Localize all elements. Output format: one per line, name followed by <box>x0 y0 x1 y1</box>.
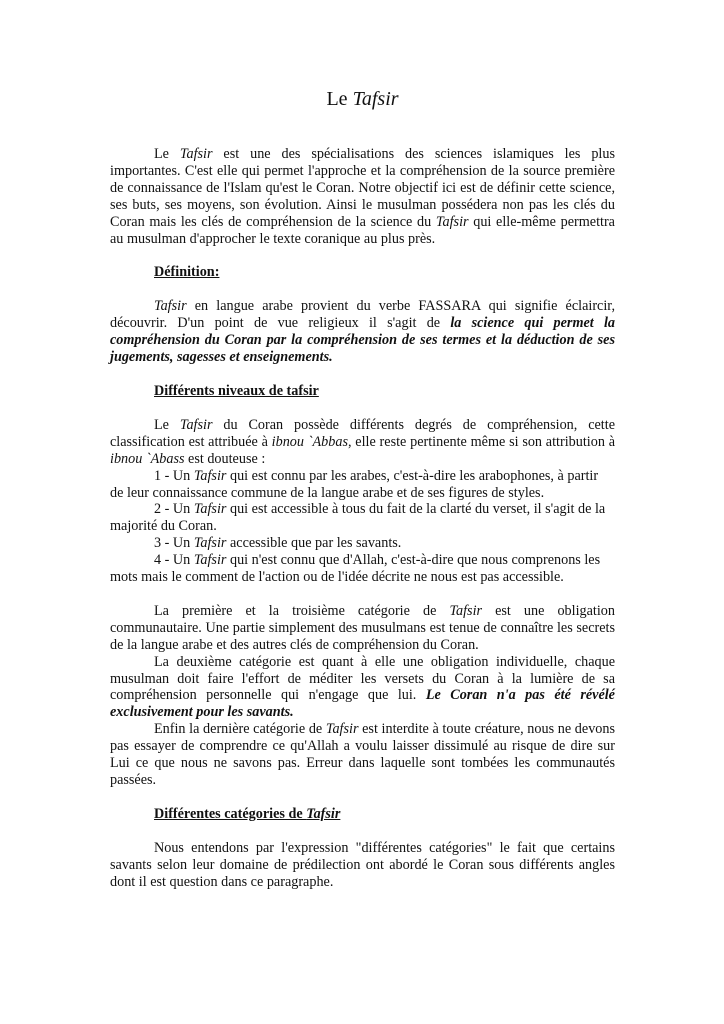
list-item: 2 - Un Tafsir qui est accessible à tous du fait de la clarté du verset, il s'agit de la majorité du Coran. <box>110 501 606 535</box>
niveaux-paragraph: Le Tafsir du Coran possède différents degrés de compréhension, cette classification est attribuée à ibnou `Abbas, elle reste pertinente même si son attribution à ibnou `Abass est douteuse : <box>110 416 615 467</box>
paragraph-obligation-communautaire: La première et la troisième catégorie de Tafsir est une obligation communautaire. Une partie simplement des musulmans est tenue de connaître les secrets de la langue arabe et des autres clés de compréhension du Coran. <box>110 602 615 653</box>
section-heading-niveaux: Différents niveaux de tafsir <box>154 382 319 399</box>
paragraph-obligation-individuelle: La deuxième catégorie est quant à elle une obligation individuelle, chaque musulman doit faire l'effort de méditer les versets du Coran à la lumière de sa compréhension personnelle qui n'engage que lui. Le Coran n'a pas été révélé exclusivement pour les savants. <box>110 653 615 721</box>
categories-paragraph: Nous entendons par l'expression "différentes catégories" le fait que certains savants selon leur domaine de prédilection ont abordé le Coran sous différents angles dont il est question dans ce paragraphe. <box>110 839 615 890</box>
section-heading-definition: Définition: <box>154 264 220 281</box>
paragraph-categorie-interdite: Enfin la dernière catégorie de Tafsir est interdite à toute créature, nous ne devons pas essayer de comprendre ce qu'Allah a voulu laisser dissimulé au risque de dire sur Lui ce que nous ne savons pas. Erreur dans laquelle sont tombées les communautés passées. <box>110 721 616 788</box>
definition-paragraph: Tafsir en langue arabe provient du verbe FASSARA qui signifie éclaircir, découvrir. D'un point de vue religieux il s'agit de la science qui permet la compréhension du Coran par la compréhension de ses termes et la déduction de ses jugements, sagesses et enseignements. <box>110 298 615 366</box>
section-heading-categories: Différentes catégories de Tafsir <box>154 805 341 822</box>
list-item: 3 - Un Tafsir accessible que par les savants. <box>154 535 402 552</box>
page-title: Le Tafsir <box>326 88 399 110</box>
list-item: 1 - Un Tafsir qui est connu par les arabes, c'est-à-dire les arabophones, à partir de leur connaissance commune de la langue arabe et de ses figures de styles. <box>110 467 599 501</box>
intro-paragraph: Le Tafsir est une des spécialisations des sciences islamiques les plus importantes. C'est elle qui permet l'approche et la compréhension de la source première de connaissance de l'Islam qu'est le Coran. Notre objectif ici est de définir cette science, ses buts, ses moyens, son évolution. Ainsi le musulman possédera non pas les clés du Coran mais les clés de compréhension de la science du Tafsir qui elle-même permettra au musulman d'approcher le texte coranique au plus près. <box>110 146 615 247</box>
list-item: 4 - Un Tafsir qui n'est connu que d'Allah, c'est-à-dire que nous comprenons les mots mais le comment de l'action ou de l'idée décrite ne nous est pas accessible. <box>110 552 601 586</box>
document-page <box>110 86 615 891</box>
